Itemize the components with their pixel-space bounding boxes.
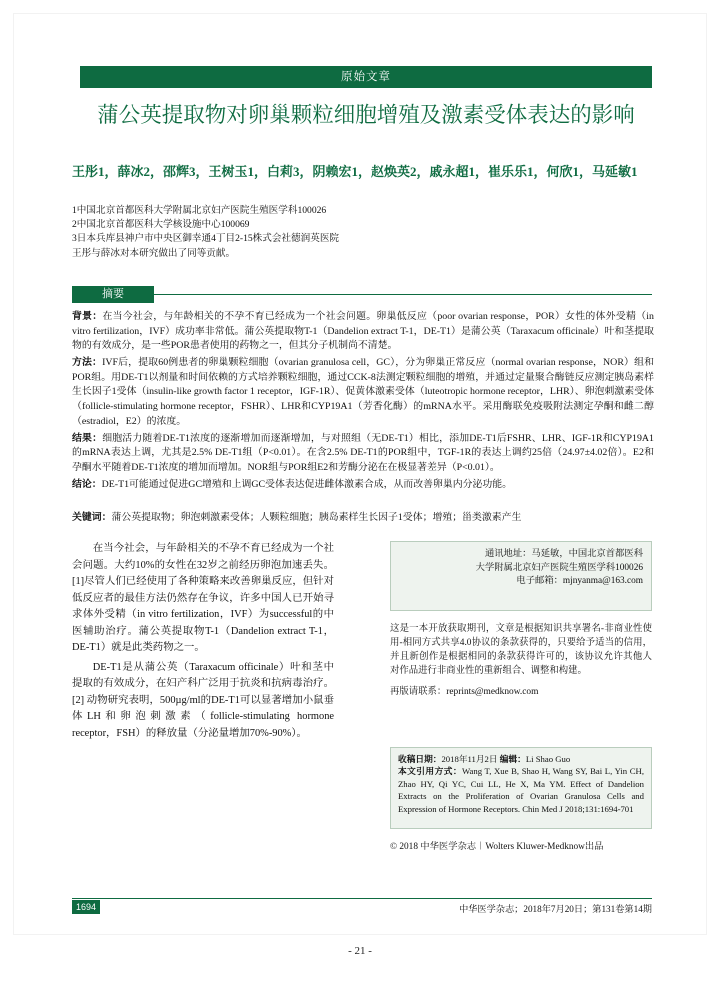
affiliation-note: 王彤与薛冰对本研究做出了同等贡献。 [72,247,236,259]
received-value: 2018年11月2日 [441,754,498,764]
article-type-banner: 原始文章 [80,66,652,88]
reprints-line: 再版请联系：reprints@medknow.com [390,687,539,697]
abstract-divider [154,294,652,295]
footer-journal-info: 中华医学杂志；2018年7月20日；第131卷第14期 [459,904,652,914]
received-label: 收稿日期： [398,754,442,764]
copyright-line: © 2018 中华医学杂志︱Wolters Kluwer-Medknow出品 [390,842,604,852]
keywords [72,511,654,526]
affiliation-line: 1中国北京首都医科大学附属北京妇产医院生殖医学科100026 [72,205,327,216]
cite-label: 本文引用方式： [398,766,463,777]
cite-value: Wang T, Xue B, Shao H, Wang SY, Bai L, Yin CH, Zhao HY, Qi YC, Cui LL, He X, Ma YM. Effect of Dandelion Extracts on the Proliferation of Ovarian Granulosa Cells and Expression of Hormone Receptors. Chin Med J 2018;131:1694-701 [398,766,645,814]
citation-meta-row [398,753,644,765]
editor-value: Li Shao Guo [525,754,571,764]
correspondence-email: 电子邮箱：mjnyanma@163.com [516,576,643,586]
affiliation-line: 2中国北京首都医科大学核设施中心100069 [72,219,250,231]
open-access-paragraph: 这是一本开放获取期刊，文章是根据知识共享署名-非商业性使用-相同方式共享4.0协议的条款获得的，只要给予适当的信用，并且新创作是根据相同的条款获得许可的，该协议允许其他人对作品进行非商业性的重新组合、调整和构建。 [390,624,652,676]
affiliation-line: 3日本兵库县神户市中央区御幸通4丁目2-15株式会社德润英医院 [72,233,340,245]
abstract-section-text: 在当今社会，与年龄相关的不孕不育已经成为一个社会问题。卵巢低反应（poor ovarian response，POR）女性的体外受精（in vitro fertilization，IVF）成功率非常低。蒲公英提取物T-1（Dandelion extract T-1，DE-T1）是蒲公英（Taraxacum officinale）叶和茎提取物的有效成分，是一些POR患者使用的药物之一，但其分子机制尚不清楚。 [72,311,654,352]
abstract-section-head: 结果： [72,432,103,444]
author-list: 王彤1，薛冰2，邵辉3，王树玉1，白莉3，阴赖宏1，赵焕英2，戚永超1，崔乐乐1，何欣1，马延敏1 [72,164,638,179]
abstract-section [72,478,654,493]
abstract-section-head: 方法： [72,357,103,369]
affiliations [72,204,652,261]
citation-box [390,747,652,829]
body-paragraph: 在当今社会，与年龄相关的不孕不育已经成为一个社会问题。大约10%的女性在32岁之前经历卵泡加速丢失。[1]尽管人们已经使用了各种策略来改善卵巢反应，但针对低反应者的最佳方法仍然存在争议，许多中国人已开始寻求体外受精（in vitro fertilization，IVF）为successful的中医辅助治疗。蒲公英提取物T-1（Dandelion extract T-1，DE-T1）就是此类药物之一。 [72,543,334,653]
body-paragraph: DE-T1是从蒲公英（Taraxacum officinale）叶和茎中提取的有效成分，在妇产科广泛用于抗炎和抗病毒治疗。[2] 动物研究表明，500µg/ml的DE-T1可以显著增加小鼠垂体LH和卵泡刺激素（follicle-stimulating hormone receptor，FSH）的释放量（分泌量增加70%-90%）。 [72,661,334,739]
citation-how-to-cite [398,765,644,815]
abstract-section [72,356,654,429]
correspondence-line: 通讯地址：马延敏，中国北京首都医科 [484,549,643,559]
footer-divider [72,898,652,899]
keywords-label: 关键词： [72,512,112,523]
page-title: 蒲公英提取物对卵巢颗粒细胞增殖及激素受体表达的影响 [97,103,635,127]
abstract-section [72,432,654,476]
correspondence-box [390,541,652,611]
abstract-body [72,310,654,495]
footer-page-number: 1694 [72,900,100,914]
keywords-text: 蒲公英提取物；卵泡刺激素受体；人颗粒细胞；胰岛素样生长因子1受体；增殖；甾类激素产生 [111,512,522,523]
sheet-page-number: - 21 - [348,945,372,957]
abstract-section [72,310,654,354]
abstract-section-text: 细胞活力随着DE-T1浓度的逐渐增加而逐渐增加，与对照组（无DE-T1）相比，添加DE-T1后FSHR、LHR、IGF-1R和CYP19A1的mRNA表达上调，尤其是2.5% DE-T1组（P<0.01）。在含2.5% DE-T1的POR组中，TGF-1R的表达上调约25倍（24.97±4.02倍）。E2和孕酮水平随着DE-T1浓度的增加而增加。NOR组与POR组E2和芳酶分泌在在极显著差异（P<0.01）。 [72,432,654,473]
abstract-section-head: 背景： [72,311,103,322]
paper-sheet [14,14,706,934]
abstract-label: 摘要 [72,286,154,303]
abstract-section-text: DE-T1可能通过促进GC增殖和上调GC受体表达促进雌体激素合成，从而改善卵巢内分泌功能。 [101,479,513,491]
editor-label: 编辑： [499,754,526,764]
open-access-notice [390,622,652,706]
abstract-section-text: IVF后，提取60例患者的卵巢颗粒细胞（ovarian granulosa cell，GC），分为卵巢正常反应（normal ovarian response，NOR）组和POR组。用DE-T1以剂量和时间依赖的方式培养颗粒细胞，通过CCK-8法测定颗粒细胞的增殖，并通过定量聚合酶链反应测定胰岛素样生长因子1受体（insulin-like growth factor 1 receptor，IGF-1R）、促黄体激素受体（luteotropic hormone receptor，LHR）、卵泡刺激素受体（follicle-stimulating hormone receptor，FSHR）、LHR和CYP19A1（芳香化酶）的mRNA水平。采用酶联免疫吸附法测定孕酮和雌二醇（estradiol，E2）的浓度。 [72,357,654,427]
abstract-section-head: 结论： [72,479,102,491]
body-left-column [72,541,334,745]
correspondence-line: 大学附属北京妇产医院生殖医学科100026 [475,562,643,573]
